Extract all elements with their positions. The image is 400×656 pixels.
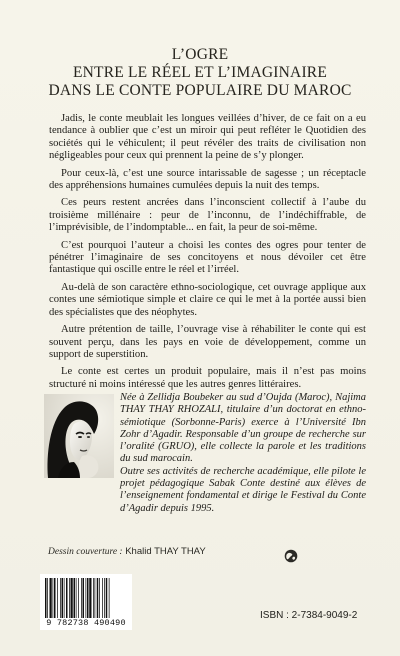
blurb-paragraph: Au-delà de son caractère ethno-sociologique, cet ouvrage applique aux contes une sémiotique simple et claire ce qui le met à la portée aussi bien des spécialistes que des néophytes. [49,281,366,318]
barcode-bar [62,578,64,618]
barcode-bar [64,578,65,618]
barcode-bar [102,578,103,618]
blurb-paragraph: Pour ceux-là, c’est une source intarissable de sagesse ; un réceptacle des appréhensions humaines cumulées depuis la nuit des temps. [49,167,366,192]
barcode-bar [57,578,58,618]
barcode-bar [45,578,47,618]
title-line-3: DANS LE CONTE POPULAIRE DU MAROC [48,82,352,99]
barcode-bar [86,578,87,618]
bio-paragraph: Outre ses activités de recherche académique, elle pilote le projet pédagogique Sabak Conte destiné aux élèves de l’enseignement fondamental et dirige le Festival du Conte d’Agadir depuis 1995. [120,465,366,514]
barcode-bar [53,578,54,618]
blurb-paragraph: Le conte est certes un produit populaire, mais il n’est pas moins structuré ni moins intéressé que les autres genres littéraires. [49,366,366,390]
author-portrait-image [44,394,114,478]
author-bio [120,392,366,515]
barcode-bar [76,578,77,618]
barcode-bar [54,578,56,618]
barcode [40,574,132,630]
barcode-bar [89,578,91,618]
barcode-bar [71,578,73,618]
barcode-bar [93,578,94,618]
barcode-bars [45,578,127,618]
barcode-bar [78,578,79,618]
barcode-bar [97,578,99,618]
title-line-2: ENTRE LE RÉEL ET L’IMAGINAIRE [72,64,328,81]
book-title [0,46,400,100]
barcode-bar [104,578,105,618]
credit-name: Khalid THAY THAY [125,546,206,557]
isbn: ISBN : 2-7384-9049-2 [260,610,358,621]
cover-credit [48,546,206,557]
barcode-bar [66,578,68,618]
barcode-bar [83,578,85,618]
credit-label: Dessin couverture : [48,547,123,557]
globe-icon [284,549,298,563]
barcode-bar [81,578,82,618]
barcode-bar [99,578,100,618]
barcode-bar [109,578,110,618]
barcode-bar [95,578,96,618]
barcode-bar [106,578,108,618]
blurb [49,113,366,396]
blurb-paragraph: Jadis, le conte meublait les longues veillées d’hiver, de ce fait on a eu tendance à oublier que c’est un miroir qui peut refléter le Quotidien des sociétés qui le véhiculent; il peut révéler des traits de civilisation non négligeables pour ceux qui prennent la peine de s’y plonger. [49,113,366,162]
blurb-paragraph: Autre prétention de taille, l’ouvrage vise à réhabiliter le conte qui est souvent perçu, dans les pays en voie de développement, comme un support de superstition. [49,324,366,360]
barcode-bar [60,578,61,618]
barcode-bar [87,578,89,618]
barcode-bar [69,578,70,618]
barcode-bar [50,578,52,618]
author-photo [44,394,114,478]
barcode-bar [47,578,48,618]
barcode-digits: 9 782738 490490 [46,618,126,628]
barcode-bar [74,578,76,618]
blurb-paragraph: Ces peurs restent ancrées dans l’inconscient collectif à l’aube du troisième millénaire : peur de l’inconnu, de l’indéchiffrable, de l’imprévisible, de l’indomptable... en fait, la peur de soi-même. [49,197,366,234]
title-line-1: L’OGRE [171,46,229,63]
blurb-paragraph: C’est pourquoi l’auteur a choisi les contes des ogres pour tenter de pénétrer l’imaginaire de ses concitoyens et nous dévoiler cet être fantastique qui oscille entre le réel et l’irréel. [49,239,366,276]
bio-paragraph: Née à Zellidja Boubeker au sud d’Oujda (Maroc), Najima THAY THAY RHOZALI, titulaire d’un doctorat en ethno-sémiotique (Sorbonne-Paris) exerce à l’Université Ibn Zohr d’Agadir. Responsable d’un groupe de recherche sur l’oralité (GRUO), elle collecte la parole et les traditions du sud marocain. [120,392,366,465]
